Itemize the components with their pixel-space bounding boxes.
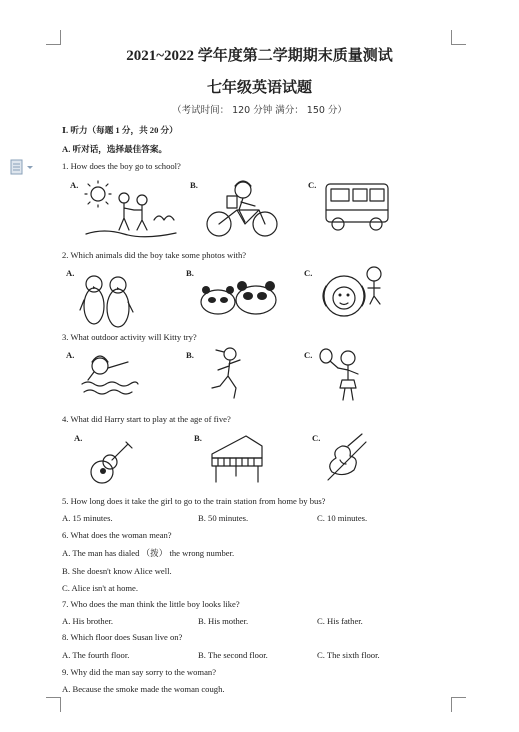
question-5: 5. How long does it take the girl to go to the train station from home by bus? [62,496,326,506]
question-6: 6. What does the woman mean? [62,530,172,540]
runner-icon [208,346,250,402]
q9-option-a[interactable]: A. Because the smoke made the woman cough. [62,684,225,694]
q5-option-a[interactable]: A. 15 minutes. [62,513,113,523]
bus-icon [322,180,394,235]
crop-mark-bottom-left [46,697,61,712]
question-9: 9. Why did the man say sorry to the woman? [62,667,217,677]
lion-monkey-icon [318,264,392,322]
q7-option-a[interactable]: A. His brother. [62,616,114,626]
q3-option-b-label[interactable]: B. [186,350,194,360]
q8-option-c[interactable]: C. The sixth floor. [317,650,380,660]
question-1: 1. How does the boy go to school? [62,161,181,171]
question-8: 8. Which floor does Susan live on? [62,632,183,642]
exam-info: （考试时间： 120 分钟 满分： 150 分） [172,105,347,116]
q7-option-b[interactable]: B. His mother. [198,616,249,626]
q4-option-a-label[interactable]: A. [74,433,83,443]
tennis-player-icon [318,346,370,402]
piano-icon [206,432,266,488]
q4-option-c-label[interactable]: C. [312,433,321,443]
q5-option-c[interactable]: C. 10 minutes. [317,513,368,523]
cyclist-icon [203,178,283,240]
exam-title: 2021~2022 学年度第二学期期末质量测试 [126,48,393,64]
q8-option-b[interactable]: B. The second floor. [198,650,268,660]
q1-option-c-label[interactable]: C. [308,180,317,190]
q5-option-b[interactable]: B. 50 minutes. [198,513,249,523]
question-7: 7. Who does the man think the little boy looks like? [62,599,240,609]
q1-option-b-label[interactable]: B. [190,180,198,190]
question-3: 3. What outdoor activity will Kitty try? [62,332,197,342]
question-2: 2. Which animals did the boy take some photos with? [62,250,247,260]
q6-option-c[interactable]: C. Alice isn't at home. [62,583,139,593]
question-4: 4. What did Harry start to play at the age of five? [62,414,231,424]
q2-option-a-label[interactable]: A. [66,268,75,278]
penguins-icon [78,270,136,332]
guitar-icon [88,440,136,486]
part-a-instruction: A. 听对话，选择最佳答案。 [62,144,168,154]
pandas-icon [198,272,280,317]
exam-subtitle: 七年级英语试题 [206,80,312,96]
walking-children-icon [84,180,179,240]
q2-option-b-label[interactable]: B. [186,268,194,278]
section-heading: Ⅰ. 听力（每题 1 分，共 20 分） [62,125,178,135]
q4-option-b-label[interactable]: B. [194,433,202,443]
q7-option-c[interactable]: C. His father. [317,616,363,626]
crop-mark-top-left [46,30,61,45]
q8-option-a[interactable]: A. The fourth floor. [62,650,130,660]
q3-option-c-label[interactable]: C. [304,350,313,360]
q2-option-c-label[interactable]: C. [304,268,313,278]
q3-option-a-label[interactable]: A. [66,350,75,360]
swimmer-icon [80,352,140,396]
q1-option-a-label[interactable]: A. [70,180,79,190]
q6-option-b[interactable]: B. She doesn't know Alice well. [62,566,172,576]
q6-option-a[interactable]: A. The man has dialed （拨） the wrong number. [62,548,235,558]
crop-mark-top-right [451,30,466,45]
crop-mark-bottom-right [451,697,466,712]
document-outline-icon[interactable] [10,159,36,175]
violin-icon [324,432,368,482]
